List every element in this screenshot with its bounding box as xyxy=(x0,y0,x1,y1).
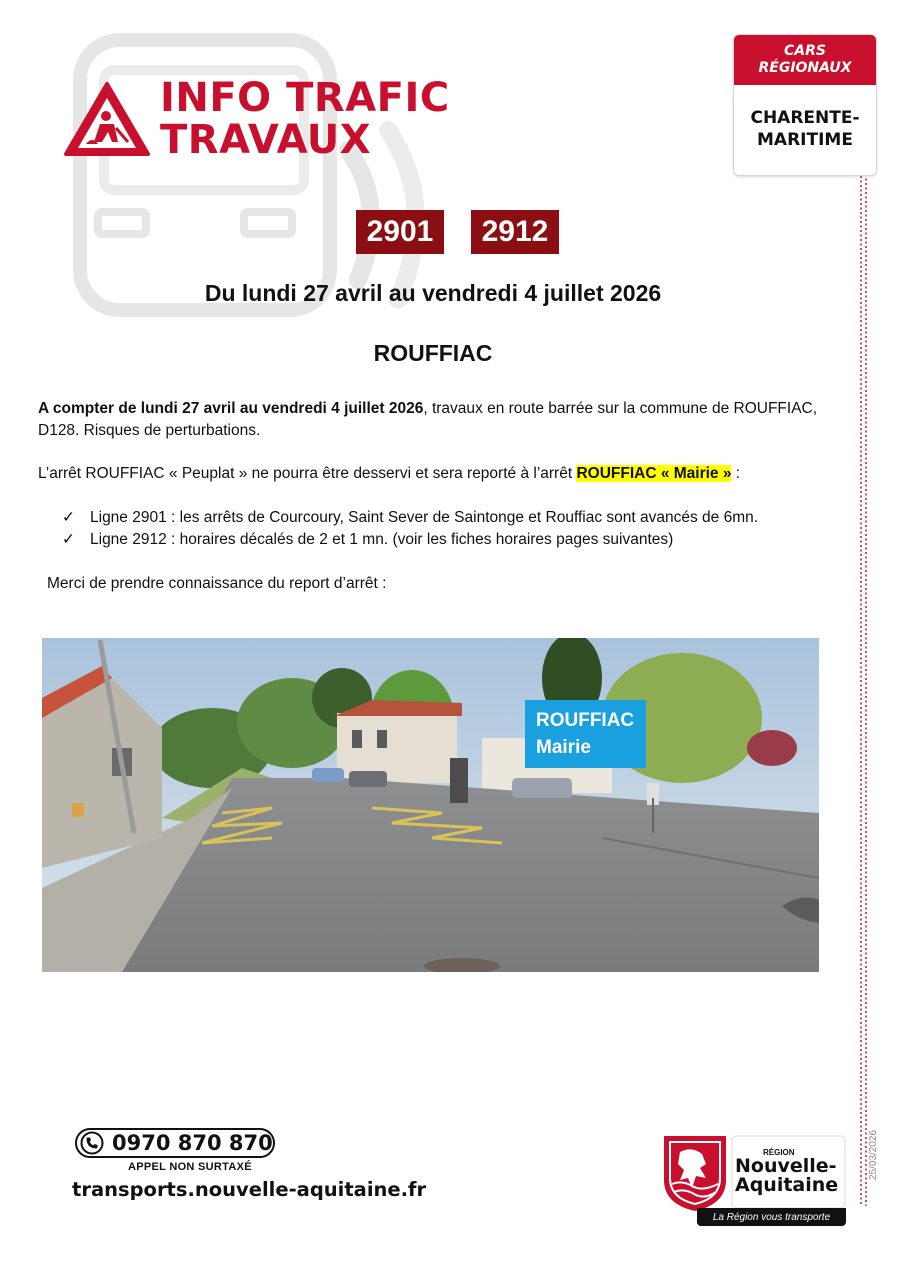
region-small-label: RÉGION xyxy=(763,1148,795,1157)
works-description: , travaux en route barrée sur la commune de ROUFFIAC, D128. Risques de perturbations. xyxy=(38,400,818,439)
region-shield-icon xyxy=(662,1134,728,1212)
region-name-line1: Nouvelle- xyxy=(735,1155,837,1177)
bullet-text: Ligne 2901 : les arrêts de Courcoury, Saint Sever de Saintonge et Rouffiac sont avancés de 6mn. xyxy=(90,509,759,526)
date-range-heading: Du lundi 27 avril au vendredi 4 juillet 2026 xyxy=(204,280,662,306)
checkmark-icon: ✓ xyxy=(62,531,75,548)
street-photo xyxy=(42,638,819,972)
stop-transfer-paragraph xyxy=(38,463,818,485)
document-date: 25/03/2026 xyxy=(868,1129,879,1180)
phone-note: APPEL NON SURTAXÉ xyxy=(128,1161,252,1173)
bullet-text: Ligne 2912 : horaires décalés de 2 et 1 mn. (voir les fiches horaires pages suivantes) xyxy=(90,531,674,548)
mairie-label-line1: ROUFFIAC xyxy=(536,710,635,731)
checkmark-icon: ✓ xyxy=(62,509,75,526)
closing-paragraph: Merci de prendre connaissance du report d’arrêt : xyxy=(47,575,387,592)
roadwork-warning-icon xyxy=(62,80,152,158)
region-tagline: La Région vous transporte xyxy=(697,1208,846,1226)
list-item xyxy=(62,507,758,529)
cars-regionaux-banner xyxy=(734,35,876,85)
phone-icon xyxy=(80,1131,104,1155)
cars-regionaux-card xyxy=(733,34,877,176)
dotted-divider xyxy=(858,176,870,1206)
mairie-stop-label xyxy=(525,700,646,768)
title-info-trafic: INFO TRAFIC xyxy=(160,75,450,121)
mairie-label-line2: Mairie xyxy=(536,737,591,758)
department-line1: CHARENTE- xyxy=(750,108,860,128)
line-badge-2901: 2901 xyxy=(356,210,444,254)
line-changes-list xyxy=(62,507,758,551)
phone-number-box xyxy=(75,1128,275,1158)
stop-transfer-colon: : xyxy=(731,465,741,482)
phone-number: 0970 870 870 xyxy=(112,1131,273,1155)
network-line1: CARS xyxy=(784,43,826,59)
network-line2: RÉGIONAUX xyxy=(758,60,852,76)
department-label xyxy=(734,85,876,173)
line-badge-2912: 2912 xyxy=(471,210,559,254)
highlighted-stop: ROUFFIAC « Mairie » xyxy=(576,465,732,482)
works-period: A compter de lundi 27 avril au vendredi 4 juillet 2026 xyxy=(38,400,424,417)
list-item xyxy=(62,529,758,551)
city-heading: ROUFFIAC xyxy=(373,340,493,366)
works-paragraph xyxy=(38,398,818,442)
department-line2: MARITIME xyxy=(757,130,853,150)
title-travaux: TRAVAUX xyxy=(160,117,372,163)
stop-transfer-text: L’arrêt ROUFFIAC « Peuplat » ne pourra être desservi et sera reporté à l’arrêt xyxy=(38,465,577,482)
region-name-line2: Aquitaine xyxy=(735,1174,839,1196)
website-url: transports.nouvelle-aquitaine.fr xyxy=(72,1178,427,1201)
